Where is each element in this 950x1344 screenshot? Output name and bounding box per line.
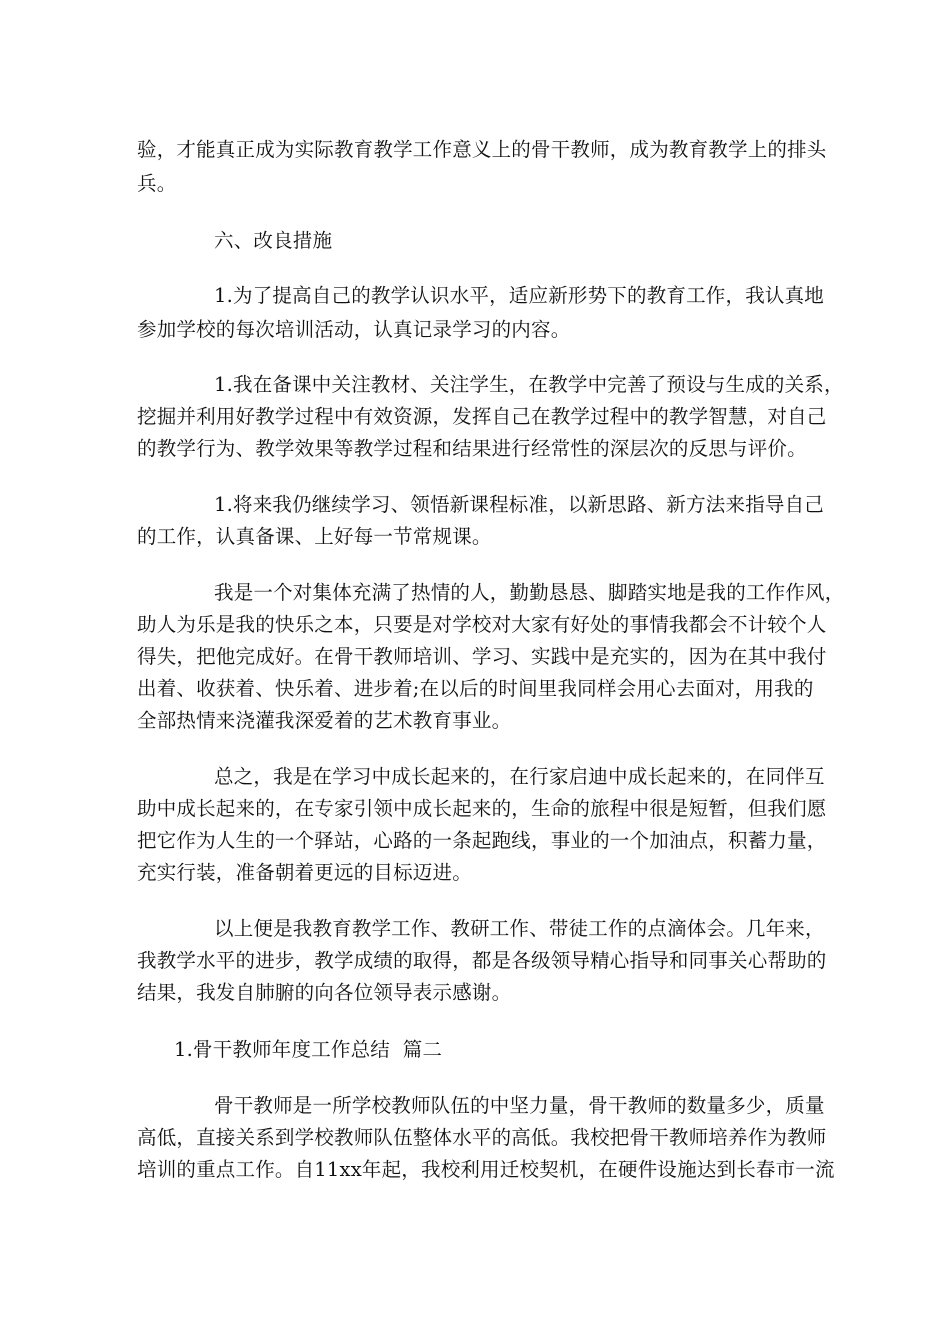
text-line: 1.我在备课中关注教材、关注学生，在教学中完善了预设与生成的关系， xyxy=(214,373,844,396)
text-line: 总之，我是在学习中成长起来的，在行家启迪中成长起来的，在同伴互 xyxy=(214,765,825,788)
text-line: 挖掘并利用好教学过程中有效资源，发挥自己在教学过程中的教学智慧，对自己 xyxy=(137,405,827,428)
text-line: 充实行装，准备朝着更远的目标迈进。 xyxy=(137,861,472,884)
text-line: 骨干教师是一所学校教师队伍的中坚力量，骨干教师的数量多少，质量 xyxy=(214,1094,825,1117)
text-line: 的教学行为、教学效果等教学过程和结果进行经常性的深层次的反思与评价。 xyxy=(137,437,807,460)
text-line: 助人为乐是我的快乐之本，只要是对学校对大家有好处的事情我都会不计较个人 xyxy=(137,613,827,636)
text-line: 出着、收获着、快乐着、进步着;在以后的时间里我同样会用心去面对，用我的 xyxy=(137,677,814,700)
text-line: 助中成长起来的，在专家引领中成长起来的，生命的旅程中很是短暂，但我们愿 xyxy=(137,797,827,820)
text-line: 的工作，认真备课、上好每一节常规课。 xyxy=(137,525,492,548)
text-line: 1.为了提高自己的教学认识水平，适应新形势下的教育工作，我认真地 xyxy=(214,284,825,307)
text-line: 我是一个对集体充满了热情的人，勤勤恳恳、脚踏实地是我的工作作风， xyxy=(214,581,845,604)
text-line: 验，才能真正成为实际教育教学工作意义上的骨干教师，成为教育教学上的排头 xyxy=(137,138,827,161)
section-heading: 六、改良措施 xyxy=(214,229,333,252)
text-line: 我教学水平的进步，教学成绩的取得，都是各级领导精心指导和同事关心帮助的 xyxy=(137,949,827,972)
text-line: 培训的重点工作。自11xx年起，我校利用迁校契机，在硬件设施达到长春市一流 xyxy=(137,1158,835,1181)
section-heading: 1.骨干教师年度工作总结 篇二 xyxy=(174,1038,443,1061)
text-line: 把它作为人生的一个驿站，心路的一条起跑线，事业的一个加油点，积蓄力量， xyxy=(137,829,827,852)
text-line: 全部热情来浇灌我深爱着的艺术教育事业。 xyxy=(137,709,512,732)
text-line: 得失，把他完成好。在骨干教师培训、学习、实践中是充实的，因为在其中我付 xyxy=(137,645,827,668)
text-line: 结果，我发自肺腑的向各位领导表示感谢。 xyxy=(137,981,512,1004)
text-line: 参加学校的每次培训活动，认真记录学习的内容。 xyxy=(137,318,571,341)
text-line: 兵。 xyxy=(137,172,177,195)
text-line: 以上便是我教育教学工作、教研工作、带徒工作的点滴体会。几年来， xyxy=(214,917,825,940)
text-line: 高低，直接关系到学校教师队伍整体水平的高低。我校把骨干教师培养作为教师 xyxy=(137,1126,827,1149)
text-line: 1.将来我仍继续学习、领悟新课程标准，以新思路、新方法来指导自己 xyxy=(214,493,825,516)
